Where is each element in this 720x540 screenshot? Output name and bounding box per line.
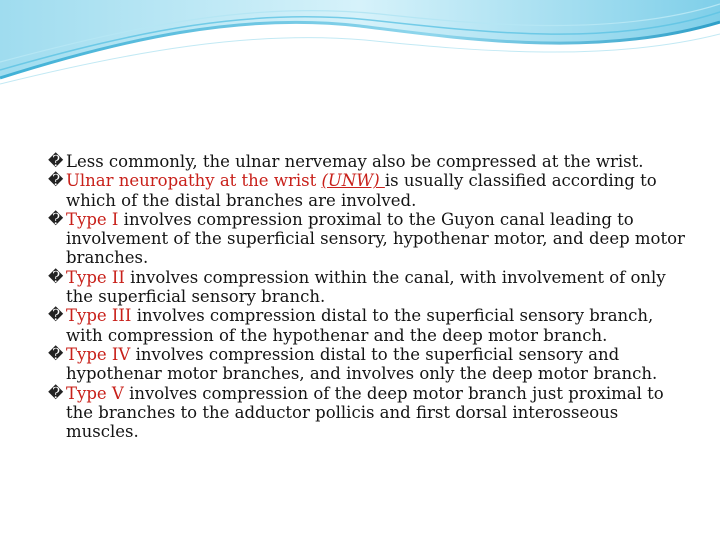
bullet-red-text: Type II <box>66 267 125 287</box>
bullet-rest-text: is usually classified according to which of the distal branches are involved. <box>66 171 657 210</box>
bullet-abbr: (UNW) <box>321 171 385 191</box>
bullet-text <box>66 268 688 307</box>
bullet-marker-icon: � <box>48 171 64 190</box>
bullet-item <box>48 268 688 307</box>
bullet-rest-text: involves compression distal to the superficial sensory and hypothenar motor branches, and involves only the deep motor branch. <box>66 344 658 384</box>
bullet-red-text: Ulnar neuropathy at the wrist <box>66 171 322 191</box>
bullet-text <box>66 171 688 210</box>
bullet-marker-icon: � <box>48 306 64 325</box>
bullet-rest-text: Less commonly, the ulnar nervemay also be compressed at the wrist. <box>66 152 644 171</box>
bullet-text <box>66 306 688 345</box>
bullet-marker-icon: � <box>48 209 64 228</box>
bullet-red-text: Type I <box>66 209 119 229</box>
bullet-rest-text: involves compression proximal to the Guyon canal leading to involvement of the superficial sensory, hypothenar motor, and deep motor branches. <box>66 209 685 268</box>
header-wave-decoration <box>0 0 720 95</box>
bullet-red-text: Type IV <box>66 344 131 364</box>
bullet-rest-text: involves compression distal to the superficial sensory branch, with compression of the hypothenar and the deep motor branch. <box>66 306 654 345</box>
bullet-item <box>48 171 688 210</box>
bullet-marker-icon: � <box>48 344 64 363</box>
bullet-marker-icon: � <box>48 267 64 286</box>
bullet-marker-icon: � <box>48 383 64 402</box>
bullet-item <box>48 152 688 171</box>
bullet-text <box>66 210 688 268</box>
bullet-item <box>48 384 688 442</box>
bullet-item <box>48 210 688 268</box>
bullet-rest-text: involves compression within the canal, with involvement of only the superficial sensory branch. <box>66 267 666 307</box>
bullet-red-text: Type III <box>66 306 132 326</box>
bullet-list <box>48 152 688 441</box>
bullet-rest-text: involves compression of the deep motor branch just proximal to the branches to the adductor pollicis and first dorsal interosseous muscles. <box>66 383 664 442</box>
bullet-item <box>48 345 688 384</box>
bullet-text <box>66 152 688 171</box>
bullet-marker-icon: � <box>48 152 64 170</box>
bullet-text <box>66 345 688 384</box>
bullet-red-text: Type V <box>66 383 124 403</box>
bullet-text <box>66 384 688 442</box>
bullet-item <box>48 306 688 345</box>
